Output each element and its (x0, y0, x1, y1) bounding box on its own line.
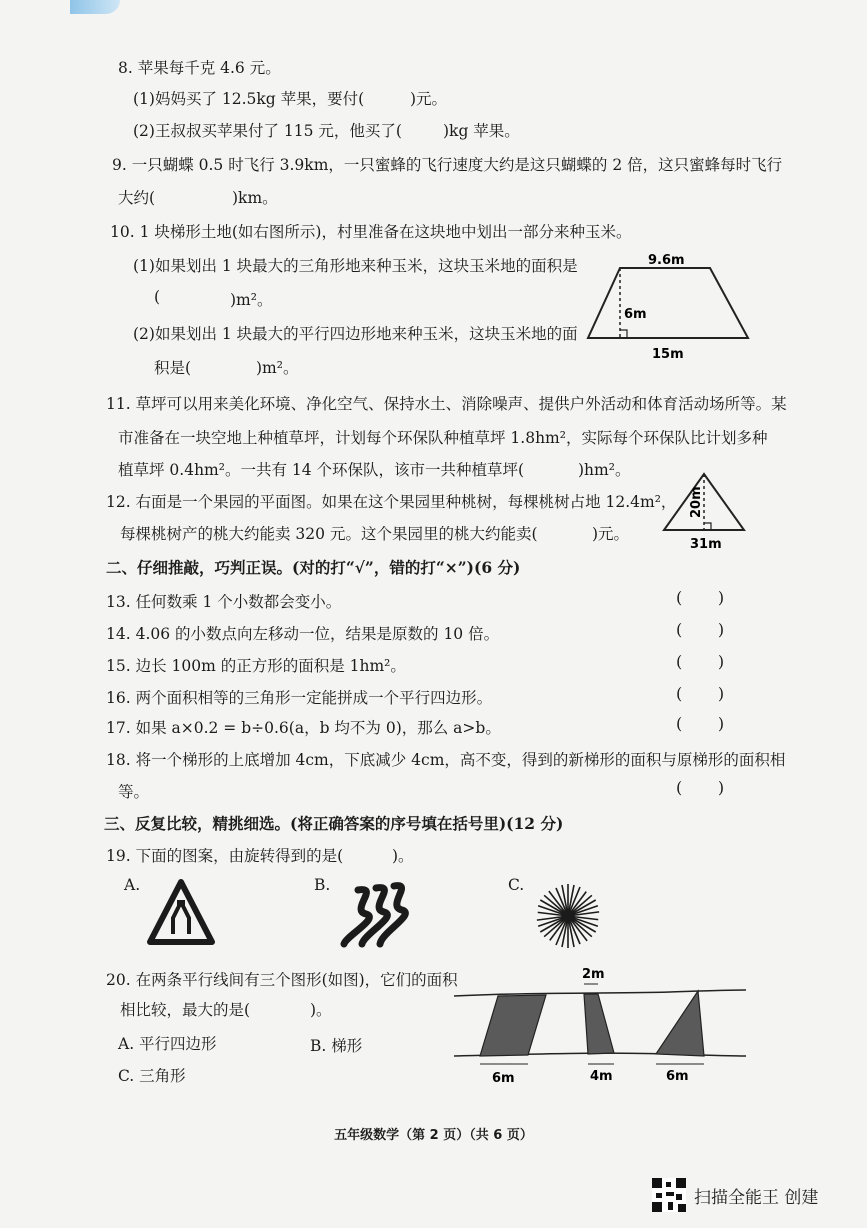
parallelogram-base-label: 6m (492, 1071, 515, 1086)
q18-line1: 18. 将一个梯形的上底增加 4cm，下底减少 4cm，高不变，得到的新梯形的面积与原梯形的面积相 (106, 751, 786, 769)
q16-answer-bracket[interactable]: ( ) (676, 684, 725, 703)
q19-stem: 19. 下面的图案，由旋转得到的是( (106, 847, 344, 865)
q12-line2-end: )元。 (592, 525, 630, 543)
q15-answer-bracket[interactable]: ( ) (676, 652, 725, 671)
q8-part2: (2)王叔叔买苹果付了 115 元，他买了( (133, 122, 402, 140)
q10-part1-line2: ( (154, 288, 161, 306)
q20-line1: 20. 在两条平行线间有三个图形(如图)，它们的面积 (106, 971, 458, 989)
q17-answer-bracket[interactable]: ( ) (676, 714, 725, 733)
trapezoid-figure (580, 244, 760, 366)
q8-stem: 8. 苹果每千克 4.6 元。 (118, 59, 281, 77)
scanner-label: 扫描全能王 创建 (694, 1187, 819, 1208)
qr-code-icon (652, 1178, 686, 1212)
q19-option-a-label: A. (124, 876, 141, 894)
q18-answer-bracket[interactable]: ( ) (676, 778, 725, 797)
trapezoid-bottom-label: 15m (652, 347, 684, 362)
q10-part2-line2: 积是( (154, 359, 192, 377)
q19-stem-end: )。 (392, 847, 414, 865)
q10-part1-line2-end: )m²。 (230, 291, 273, 309)
q12-line1: 12. 右面是一个果园的平面图。如果在这个果园里种桃树，每棵桃树占地 12.4m²， (106, 493, 677, 511)
section2-title: 二、仔细推敲，巧判正误。(对的打“√”，错的打“×”)(6 分) (106, 558, 521, 577)
scanner-watermark (652, 1178, 818, 1212)
trapezoid-base-label: 4m (590, 1069, 613, 1084)
q11-line3-end: )hm²。 (578, 461, 631, 479)
q16-text: 16. 两个面积相等的三角形一定能拼成一个平行四边形。 (106, 689, 493, 707)
trapezoid-height-label: 6m (624, 307, 647, 322)
triangle-base-label: 6m (666, 1069, 689, 1084)
orchard-triangle-figure (660, 468, 750, 552)
scan-edge-mark (70, 0, 120, 14)
q9-line2: 大约( (118, 189, 156, 207)
q9-line1: 9. 一只蝴蝶 0.5 时飞行 3.9km，一只蜜蜂的飞行速度大约是这只蝴蝶的 2 倍，这只蜜蜂每时飞行 (112, 156, 783, 174)
q10-part1-line1: (1)如果划出 1 块最大的三角形地来种玉米，这块玉米地的面积是 (133, 257, 578, 275)
q11-line1: 11. 草坪可以用来美化环境、净化空气、保持水土、消除噪声、提供户外活动和体育活动场所等。某 (106, 395, 787, 413)
triangle-height-label: 20m (689, 486, 704, 518)
q8-part1: (1)妈妈买了 12.5kg 苹果，要付( (133, 90, 365, 108)
q20-option-b: B. 梯形 (310, 1037, 363, 1055)
q19-option-c-label: C. (508, 876, 525, 894)
warning-triangle-road-icon[interactable] (146, 876, 216, 948)
q14-answer-bracket[interactable]: ( ) (676, 620, 725, 639)
parallel-lines-shapes-figure (450, 960, 750, 1086)
q11-line2: 市准备在一块空地上种植草坪，计划每个环保队种植草坪 1.8hm²，实际每个环保队比计划多种 (118, 429, 768, 447)
wave-stripes-icon[interactable] (340, 880, 410, 950)
q20-line2-end: )。 (310, 1001, 332, 1019)
q20-line2: 相比较，最大的是( (120, 1001, 251, 1019)
q12-line2: 每棵桃树产的桃大约能卖 320 元。这个果园里的桃大约能卖( (120, 525, 538, 543)
q8-part1-end: )元。 (410, 90, 448, 108)
triangle-base-label: 31m (690, 537, 722, 552)
q13-answer-bracket[interactable]: ( ) (676, 588, 725, 607)
q10-stem: 10. 1 块梯形土地(如右图所示)，村里准备在这块地中划出一部分来种玉米。 (110, 223, 632, 241)
q20-option-a: A. 平行四边形 (118, 1035, 217, 1053)
q8-part2-end: )kg 苹果。 (443, 122, 520, 140)
q17-text: 17. 如果 a×0.2 = b÷0.6(a，b 均不为 0)，那么 a>b。 (106, 719, 501, 737)
q11-line3: 植草坪 0.4hm²。一共有 14 个环保队，该市一共种植草坪( (118, 461, 525, 479)
trapezoid-top-label: 9.6m (648, 253, 685, 268)
section3-title: 三、反复比较，精挑细选。(将正确答案的序号填在括号里)(12 分) (104, 814, 564, 833)
q13-text: 13. 任何数乘 1 个小数都会变小。 (106, 593, 342, 611)
page-footer: 五年级数学（第 2 页）（共 6 页） (334, 1128, 533, 1143)
q10-part2-line2-end: )m²。 (256, 359, 299, 377)
q14-text: 14. 4.06 的小数点向左移动一位，结果是原数的 10 倍。 (106, 625, 500, 643)
q18-line2: 等。 (118, 783, 150, 801)
q20-option-c: C. 三角形 (118, 1067, 186, 1085)
q15-text: 15. 边长 100m 的正方形的面积是 1hm²。 (106, 657, 406, 675)
rotated-fan-pattern-icon[interactable] (528, 878, 608, 954)
q19-option-b-label: B. (314, 876, 331, 894)
q9-line2-end: )km。 (232, 189, 278, 207)
figure-top-label: 2m (582, 967, 605, 982)
q10-part2-line1: (2)如果划出 1 块最大的平行四边形地来种玉米，这块玉米地的面 (133, 325, 578, 343)
